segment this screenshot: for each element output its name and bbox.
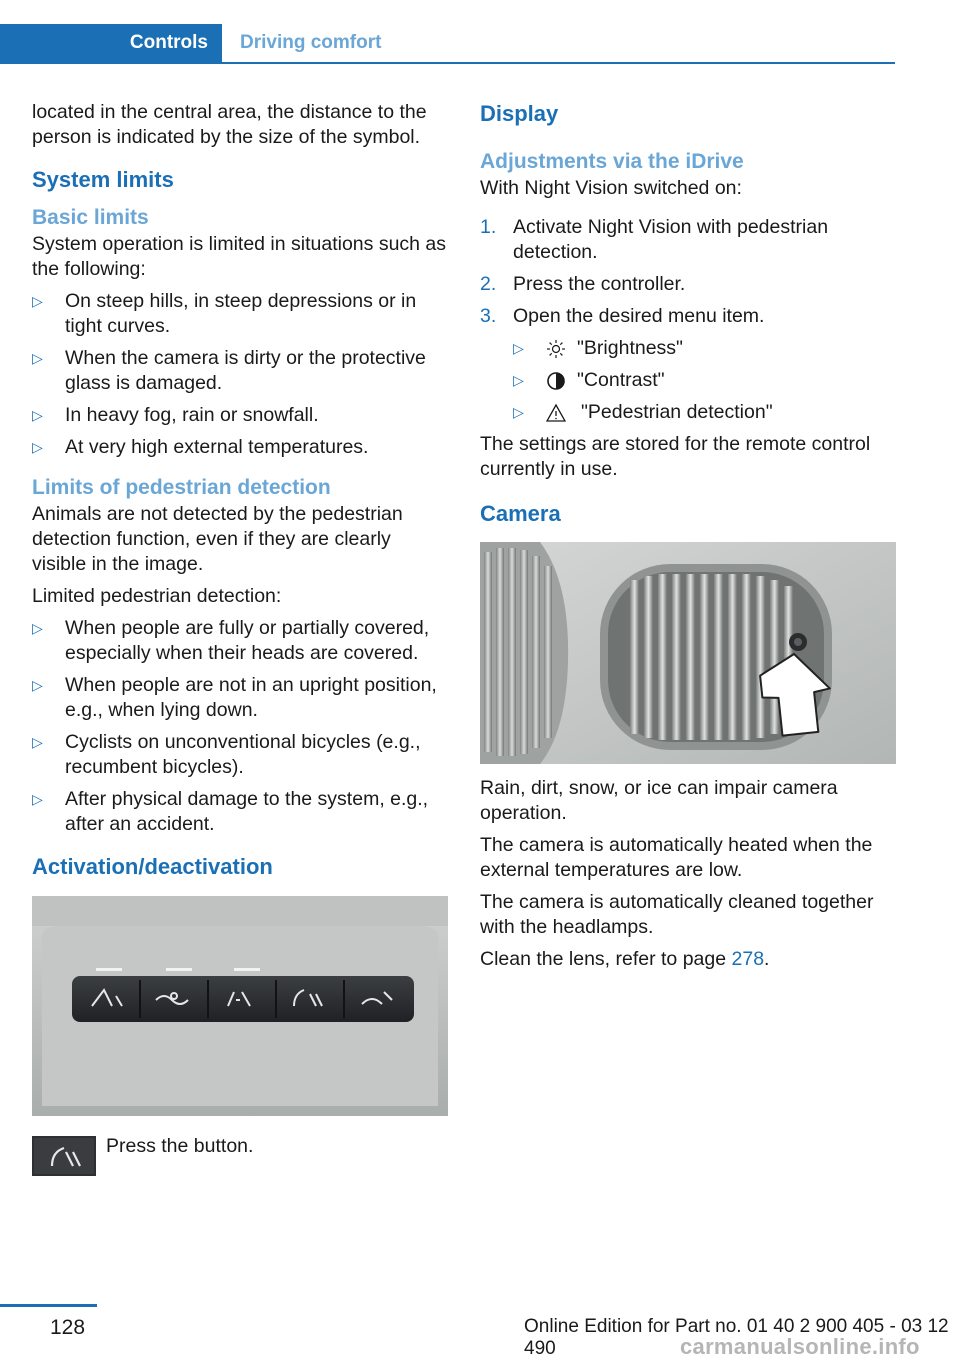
camera-paragraph-3: The camera is automatically cleaned together with the headlamps. xyxy=(480,891,874,938)
list-item: ▷ In heavy fog, rain or snowfall. xyxy=(32,404,319,426)
camera-heading: Camera xyxy=(480,501,561,526)
night-vision-on-text: With Night Vision switched on: xyxy=(480,177,742,199)
brightness-icon xyxy=(546,339,566,359)
menu-item-brightness[interactable]: ▷ "Brightness" xyxy=(513,337,683,359)
triangle-bullet-icon: ▷ xyxy=(513,340,524,356)
contrast-icon xyxy=(546,371,566,391)
list-item: 2. Press the controller. xyxy=(480,273,686,295)
clean-lens-text: Clean the lens, refer to page 278. xyxy=(480,948,770,970)
footer-line xyxy=(0,1304,97,1307)
list-item: 1. Activate Night Vision with pedestrian detection. xyxy=(480,216,829,263)
triangle-bullet-icon: ▷ xyxy=(32,677,43,693)
list-item: ▷ When people are not in an upright position, e.g., when lying down. xyxy=(32,674,437,721)
night-vision-button-icon xyxy=(32,1136,96,1176)
list-item: ▷ Cyclists on unconventional bicycles (e.g., recumbent bicycles). xyxy=(32,731,421,778)
basic-limits-list xyxy=(32,289,450,460)
pedestrian-limits-heading: Limits of pedestrian detection xyxy=(32,476,331,499)
page-link[interactable]: 278 xyxy=(731,948,765,970)
activation-heading: Activation/deactivation xyxy=(32,854,273,879)
list-item: ▷ At very high external temperatures. xyxy=(32,436,369,458)
basic-limits-heading: Basic limits xyxy=(32,206,149,229)
list-item: ▷ After physical damage to the system, e.g., after an accident. xyxy=(32,788,429,835)
system-limits-heading: System limits xyxy=(32,167,174,192)
triangle-bullet-icon: ▷ xyxy=(32,439,43,455)
limited-detection-list xyxy=(32,616,450,837)
left-column xyxy=(32,100,450,1196)
warning-triangle-icon xyxy=(546,403,566,423)
watermark: carmanualsonline.info xyxy=(680,1334,920,1359)
page-number: 128 xyxy=(50,1316,86,1339)
limited-detection-label: Limited pedestrian detection: xyxy=(32,585,282,607)
list-item: ▷ On steep hills, in steep depressions or in tight curves. xyxy=(32,290,417,337)
edition-text: Online Edition for Part no. 01 40 2 900 405 - 03 12 490 xyxy=(524,1316,949,1359)
triangle-bullet-icon: ▷ xyxy=(32,350,43,366)
press-button-row xyxy=(32,1136,450,1196)
list-item: 3. Open the desired menu item. xyxy=(480,305,765,327)
tab-controls[interactable]: Controls xyxy=(0,24,222,62)
triangle-bullet-icon: ▷ xyxy=(513,372,524,388)
adjust-heading: Adjustments via the iDrive xyxy=(480,150,744,173)
camera-paragraph-1: Rain, dirt, snow, or ice can impair camera operation. xyxy=(480,777,838,824)
list-item: ▷ When people are fully or partially covered, especially when their heads are covered. xyxy=(32,617,430,664)
camera-paragraph-2: The camera is automatically heated when the external temperatures are low. xyxy=(480,834,873,881)
basic-limits-intro: System operation is limited in situations such as the following: xyxy=(32,233,447,280)
settings-stored-text: The settings are stored for the remote control currently in use. xyxy=(480,433,871,480)
list-item: ▷ When the camera is dirty or the protective glass is damaged. xyxy=(32,347,426,394)
steps-list xyxy=(480,215,898,329)
triangle-bullet-icon: ▷ xyxy=(32,293,43,309)
menu-item-pedestrian-detection[interactable]: ▷ "Pedestrian detection" xyxy=(513,401,773,423)
menu-items-list xyxy=(480,336,898,425)
triangle-bullet-icon: ▷ xyxy=(513,404,524,420)
triangle-bullet-icon: ▷ xyxy=(32,407,43,423)
camera-grille-image xyxy=(480,542,896,764)
triangle-bullet-icon: ▷ xyxy=(32,734,43,750)
menu-item-contrast[interactable]: ▷ "Contrast" xyxy=(513,369,665,391)
intro-text: located in the central area, the distance to the person is indicated by the size of the symbol. xyxy=(32,101,427,148)
button-panel-image xyxy=(32,896,448,1116)
right-column xyxy=(480,100,898,979)
display-heading: Display xyxy=(480,101,559,126)
press-button-text: Press the button. xyxy=(106,1135,254,1157)
pedestrian-limits-text: Animals are not detected by the pedestrian detection function, even if they are clearly visible in the image. xyxy=(32,503,403,575)
tab-driving-comfort[interactable]: Driving comfort xyxy=(240,32,382,53)
triangle-bullet-icon: ▷ xyxy=(32,791,43,807)
header-tabs xyxy=(0,24,895,64)
triangle-bullet-icon: ▷ xyxy=(32,620,43,636)
